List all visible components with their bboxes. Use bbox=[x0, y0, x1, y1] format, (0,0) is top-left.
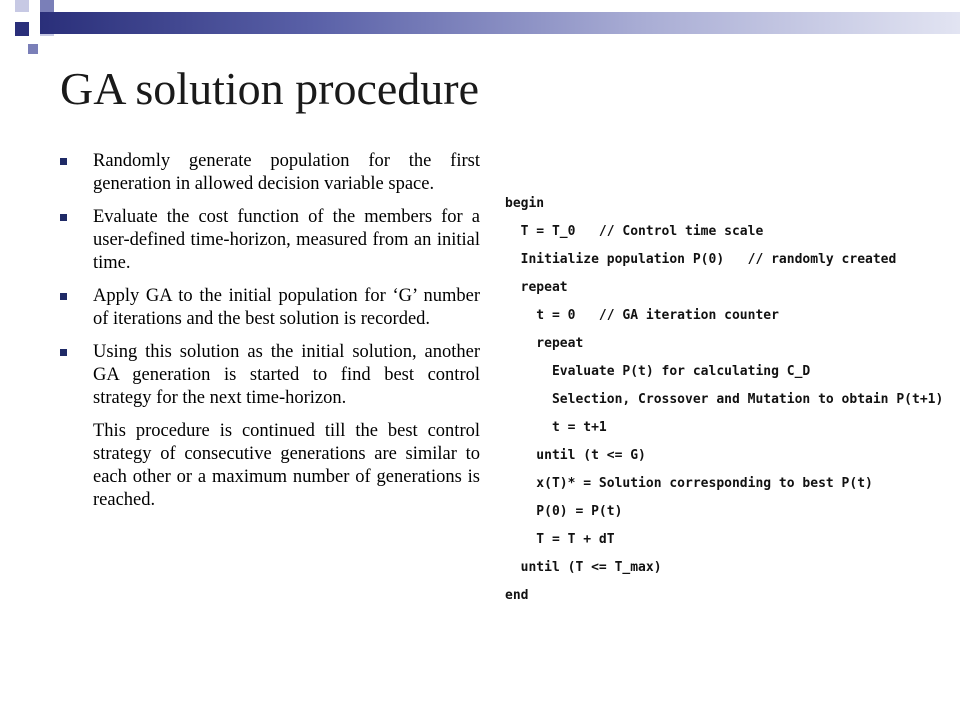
deco-square bbox=[40, 0, 54, 12]
square-bullet-icon bbox=[60, 158, 67, 165]
code-line: x(T)* = Solution corresponding to best P(t) bbox=[505, 476, 873, 491]
bullet-list bbox=[60, 150, 480, 522]
code-line: until (t <= G) bbox=[505, 448, 646, 463]
deco-square bbox=[28, 44, 38, 54]
code-line: T = T + dT bbox=[505, 532, 615, 547]
code-line: begin bbox=[505, 196, 545, 211]
code-line: Selection, Crossover and Mutation to obtain P(t+1) bbox=[505, 392, 944, 407]
code-line: t = 0 // GA iteration counter bbox=[505, 308, 779, 323]
code-line: Evaluate P(t) for calculating C_D bbox=[505, 364, 811, 379]
code-line: T = T_0 // Control time scale bbox=[505, 224, 764, 239]
slide-title: GA solution procedure bbox=[60, 63, 480, 114]
bullet-text: Randomly generate population for the first generation in allowed decision variable space. bbox=[93, 151, 480, 194]
bullet-text: Using this solution as the initial solution, another GA generation is started to find best control strategy for the next time-horizon. bbox=[93, 342, 480, 408]
code-line: repeat bbox=[505, 336, 584, 351]
bullet-item bbox=[60, 285, 480, 331]
bullet-text: This procedure is continued till the best control strategy of consecutive generations are similar to each other or a maximum number of generations is reached. bbox=[93, 421, 480, 510]
bullet-item bbox=[60, 206, 480, 275]
square-bullet-icon bbox=[60, 293, 67, 300]
bullet-item bbox=[60, 341, 480, 410]
bullet-item bbox=[60, 150, 480, 196]
code-line: t = t+1 bbox=[505, 420, 607, 435]
bullet-item bbox=[60, 420, 480, 512]
square-bullet-icon bbox=[60, 214, 67, 221]
square-bullet-icon bbox=[60, 349, 67, 356]
code-line: P(0) = P(t) bbox=[505, 504, 623, 519]
bullet-text: Evaluate the cost function of the members for a user-defined time-horizon, measured from an initial time. bbox=[93, 207, 480, 273]
code-line: Initialize population P(0) // randomly created bbox=[505, 252, 897, 267]
header-band bbox=[40, 12, 960, 34]
bullet-text: Apply GA to the initial population for ‘G’ number of iterations and the best solution is recorded. bbox=[93, 286, 480, 329]
code-line: end bbox=[505, 588, 529, 603]
code-line: until (T <= T_max) bbox=[505, 560, 662, 575]
deco-square bbox=[15, 22, 29, 36]
code-line: repeat bbox=[505, 280, 568, 295]
deco-square bbox=[15, 0, 29, 12]
